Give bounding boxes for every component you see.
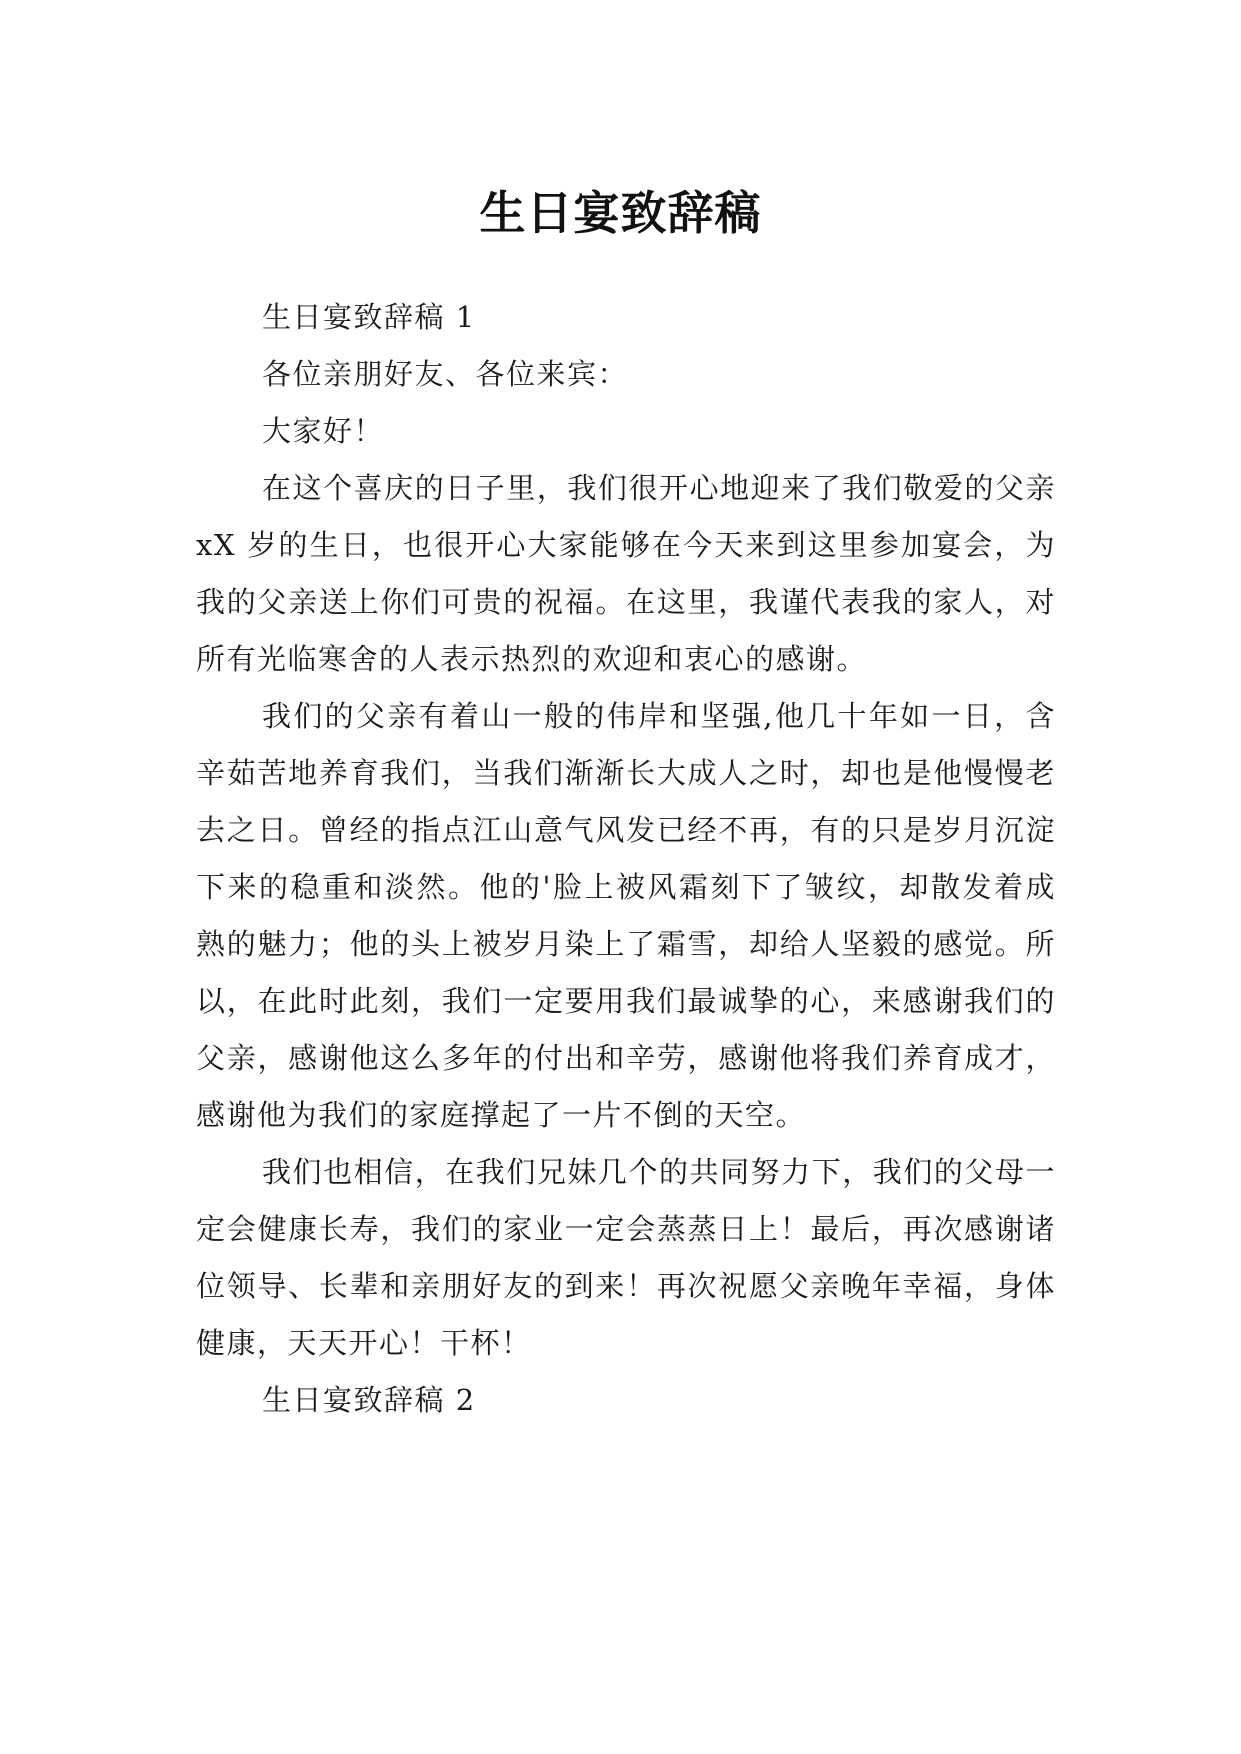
- body-paragraph: 我们也相信，在我们兄妹几个的共同努力下，我们的父母一定会健康长寿，我们的家业一定会蒸蒸日上！最后，再次感谢诸位领导、长辈和亲朋好友的到来！再次祝愿父亲晚年幸福，身体健康，天天开心！干杯！: [196, 1155, 1056, 1360]
- salutation: 各位亲朋好友、各位来宾：: [262, 357, 629, 391]
- body-paragraph: 在这个喜庆的日子里，我们很开心地迎来了我们敬爱的父亲 xX 岁的生日，也很开心大家能够在今天来到这里参加宴会，为我的父亲送上你们可贵的祝福。在这里，我谨代表我的家人，对所有光临寒舍的人表示热烈的欢迎和衷心的感谢。: [196, 471, 1056, 676]
- body-paragraph: 我们的父亲有着山一般的伟岸和坚强,他几十年如一日，含辛茹苦地养育我们，当我们渐渐长大成人之时，却也是他慢慢老去之日。曾经的指点江山意气风发已经不再，有的只是岁月沉淀下来的稳重和淡然。他的'脸上被风霜刻下了皱纹，却散发着成熟的魅力；他的头上被岁月染上了霜雪，却给人坚毅的感觉。所以，在此时此刻，我们一定要用我们最诚挚的心，来感谢我们的父亲，感谢他这么多年的付出和辛劳，感谢他将我们养育成才，感谢他为我们的家庭撑起了一片不倒的天空。: [196, 699, 1056, 1132]
- section-heading: 生日宴致辞稿 1: [262, 300, 476, 334]
- document-title: 生日宴致辞稿: [479, 185, 762, 240]
- document-body: [196, 289, 1056, 1429]
- section-heading: 生日宴致辞稿 2: [262, 1383, 476, 1417]
- greeting: 大家好！: [262, 414, 385, 448]
